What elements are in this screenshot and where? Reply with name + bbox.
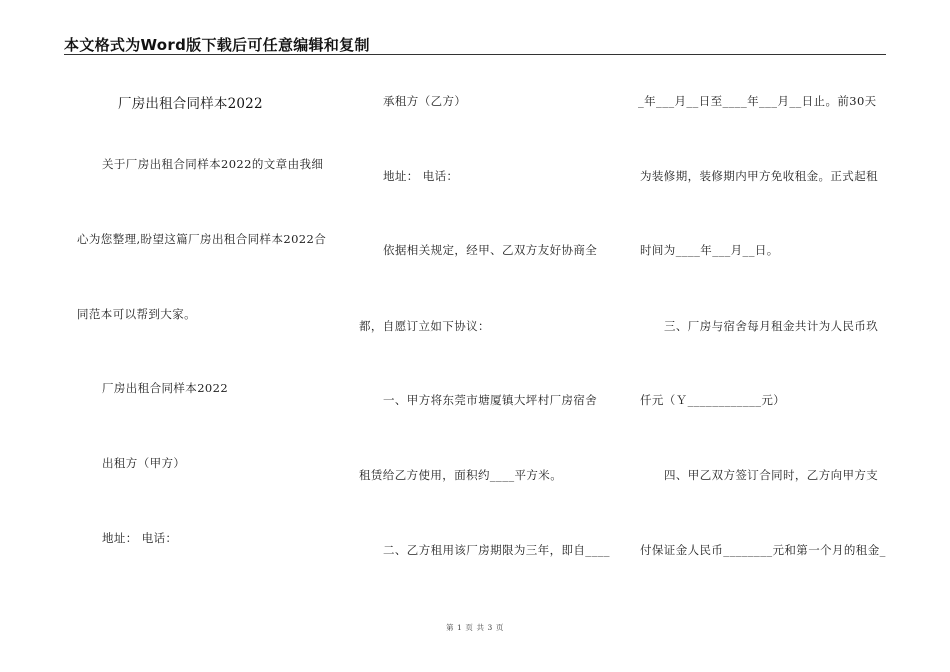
paragraph-line: 租赁给乙方使用，面积约____平方米。 (359, 468, 563, 482)
document-title: 厂房出租合同样本2022 (118, 96, 263, 112)
paragraph-line: 四、甲乙双方签订合同时，乙方向甲方支 (664, 468, 879, 482)
paragraph-line: 心为您整理,盼望这篇厂房出租合同样本2022合 (77, 232, 327, 246)
header-divider (64, 54, 886, 55)
paragraph-line: 仟元（Ｙ____________元） (640, 393, 786, 407)
paragraph-line: 地址： 电话： (383, 169, 459, 183)
header-title: 本文格式为Word版下载后可任意编辑和复制 (64, 36, 370, 54)
paragraph-line: 都，自愿订立如下协议： (359, 319, 490, 333)
paragraph-line: 出租方（甲方） (102, 456, 186, 470)
paragraph-line: 三、厂房与宿舍每月租金共计为人民币玖 (664, 319, 879, 333)
paragraph-line: 地址： 电话： (102, 531, 178, 545)
paragraph-line: _年___月__日至____年___月__日止。前30天 (638, 94, 877, 108)
paragraph-line: 一、甲方将东莞市塘厦镇大坪村厂房宿舍 (383, 393, 598, 407)
paragraph-line: 付保证金人民币________元和第一个月的租金_ (640, 543, 886, 557)
paragraph-line: 时间为____年___月__日。 (640, 243, 779, 257)
paragraph-line: 关于厂房出租合同样本2022的文章由我细 (102, 157, 324, 171)
paragraph-line: 依据相关规定，经甲、乙双方友好协商全 (383, 243, 598, 257)
paragraph-line: 承租方（乙方） (383, 94, 467, 108)
paragraph-line: 为装修期，装修期内甲方免收租金。正式起租 (640, 169, 878, 183)
paragraph-line: 厂房出租合同样本2022 (102, 381, 229, 395)
paragraph-line: 二、乙方租用该厂房期限为三年，即自____ (383, 543, 610, 557)
paragraph-line: 同范本可以帮到大家。 (77, 307, 196, 321)
page-number: 第 1 页 共 3 页 (445, 623, 505, 632)
